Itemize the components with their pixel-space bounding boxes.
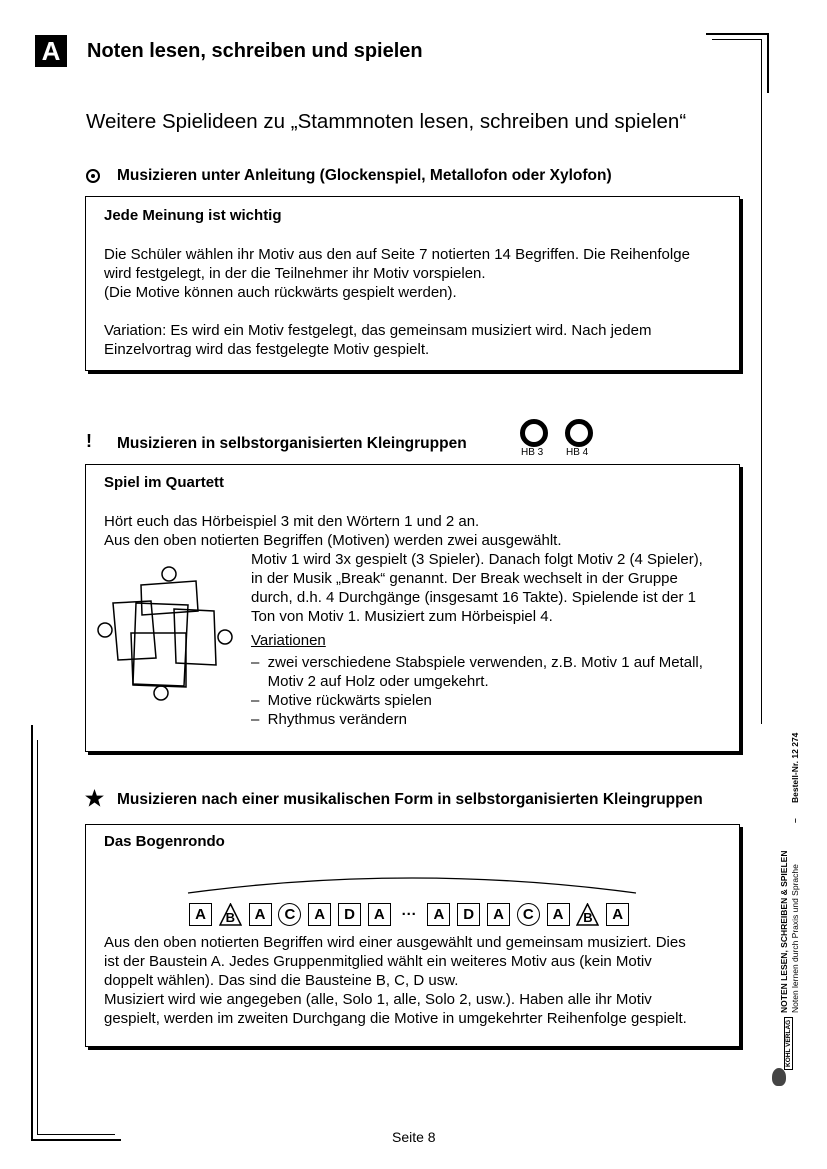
rondo-letter: A bbox=[254, 906, 266, 923]
audio-disc-icon bbox=[520, 419, 548, 447]
text-line: Motiv 1 wird 3x gespielt (3 Spieler). Danach folgt Motiv 2 (4 Spieler), bbox=[251, 551, 703, 568]
frame-top-right-v2 bbox=[761, 39, 762, 724]
rondo-block-square bbox=[547, 903, 570, 926]
audio-disc-icon bbox=[565, 419, 593, 447]
variation-item: Motiv 2 auf Holz oder umgekehrt. bbox=[251, 673, 489, 690]
rondo-letter: B bbox=[225, 910, 235, 925]
rondo-block-square bbox=[338, 903, 361, 926]
section3-heading: Musizieren nach einer musikalischen Form in selbstorganisierten Kleingruppen bbox=[117, 791, 703, 808]
text-line: Hört euch das Hörbeispiel 3 mit den Wörtern 1 und 2 an. bbox=[104, 513, 480, 530]
chapter-badge: A bbox=[35, 35, 67, 67]
tree-icon bbox=[772, 1068, 786, 1086]
rondo-sequence bbox=[189, 903, 637, 926]
rondo-block-square bbox=[189, 903, 212, 926]
rondo-block-circle bbox=[278, 903, 301, 926]
publisher-name: KOHL VERLAG bbox=[784, 1017, 793, 1070]
rondo-letter: A bbox=[373, 906, 385, 923]
audio-label-hb3: HB 3 bbox=[521, 447, 544, 458]
text-line: ist der Baustein A. Jedes Gruppenmitglied wählt ein weiteres Motiv aus (kein Motiv bbox=[104, 953, 652, 970]
audio-label-hb4: HB 4 bbox=[566, 447, 589, 458]
section2-box-title: Spiel im Quartett bbox=[104, 474, 225, 491]
frame-bottom-left-v1 bbox=[31, 725, 33, 1140]
sidebar-dash: – bbox=[790, 818, 800, 823]
text-line: Variation: Es wird ein Motiv festgelegt, das gemeinsam musiziert wird. Nach jedem bbox=[104, 322, 652, 339]
rondo-block-square bbox=[487, 903, 510, 926]
player-circle bbox=[218, 630, 232, 644]
variation-item: – Motive rückwärts spielen bbox=[251, 692, 432, 709]
frame-top-right-h2 bbox=[712, 39, 762, 40]
star-icon bbox=[85, 789, 104, 807]
section3-text bbox=[104, 933, 739, 1028]
frame-bottom-left-h2 bbox=[37, 1134, 115, 1135]
player-circle bbox=[154, 686, 168, 700]
text-line: Ton von Motiv 1. Musiziert zum Hörbeispiel 4. bbox=[251, 608, 553, 625]
section3-box-title: Das Bogenrondo bbox=[104, 833, 225, 850]
rondo-letter: C bbox=[284, 906, 296, 923]
rondo-block-square bbox=[457, 903, 480, 926]
rondo-letter: ··· bbox=[401, 906, 417, 923]
order-number: Bestell-Nr. 12 274 bbox=[790, 732, 800, 803]
frame-bottom-left-h1 bbox=[31, 1139, 121, 1141]
stage-rect-bottom bbox=[131, 633, 186, 687]
player-circle bbox=[98, 623, 112, 637]
text-line: Aus den oben notierten Begriffen wird einer ausgewählt und gemeinsam musiziert. Dies bbox=[104, 934, 686, 951]
text-line: Musiziert wird wie angegeben (alle, Solo 1, alle, Solo 2, usw.). Haben alle ihr Motiv bbox=[104, 991, 652, 1008]
target-circle-icon bbox=[86, 169, 100, 183]
rondo-arc bbox=[186, 867, 638, 897]
rondo-letter: C bbox=[522, 906, 534, 923]
frame-top-right-h1 bbox=[706, 33, 768, 35]
rondo-letter: A bbox=[552, 906, 564, 923]
text-line: durch, d.h. 4 Durchgänge (insgesamt 16 Takte). Spielende ist der 1 bbox=[251, 589, 696, 606]
section1-box-title: Jede Meinung ist wichtig bbox=[104, 207, 282, 224]
rondo-block-square bbox=[606, 903, 629, 926]
rondo-block-square bbox=[249, 903, 272, 926]
publisher-logo bbox=[772, 1018, 798, 1094]
section2-box bbox=[85, 464, 740, 752]
stage-rect-center bbox=[133, 603, 188, 686]
rondo-letter: A bbox=[314, 906, 326, 923]
page-number: Seite 8 bbox=[392, 1129, 436, 1145]
quartet-diagram bbox=[96, 563, 236, 708]
variation-item: – zwei verschiedene Stabspiele verwenden, z.B. Motiv 1 auf Metall, bbox=[251, 654, 703, 671]
text-line: Aus den oben notierten Begriffen (Motiven) werden zwei ausgewählt. bbox=[104, 532, 562, 549]
variation-item: – Rhythmus verändern bbox=[251, 711, 407, 728]
text-line: Einzelvortrag wird das festgelegte Motiv gespielt. bbox=[104, 341, 430, 358]
chapter-title: Noten lesen, schreiben und spielen bbox=[87, 40, 423, 62]
rondo-block-square bbox=[427, 903, 450, 926]
page-subtitle: Weitere Spielideen zu „Stammnoten lesen, schreiben und spielen“ bbox=[86, 110, 687, 133]
rondo-letter: A bbox=[612, 906, 624, 923]
text-line: Die Schüler wählen ihr Motiv aus den auf Seite 7 notierten 14 Begriffen. Die Reihenfolge bbox=[104, 246, 690, 263]
player-circle bbox=[162, 567, 176, 581]
text-line: in der Musik „Break“ genannt. Der Break wechselt in der Gruppe bbox=[251, 570, 678, 587]
rondo-block-circle bbox=[517, 903, 540, 926]
rondo-letter: A bbox=[493, 906, 504, 923]
section2-body bbox=[251, 550, 741, 729]
text-line: wird festgelegt, in der die Teilnehmer ihr Motiv vorspielen. bbox=[104, 265, 486, 282]
frame-bottom-left-v2 bbox=[37, 740, 38, 1134]
stage-rect-right bbox=[174, 609, 216, 665]
rondo-letter: D bbox=[463, 906, 475, 923]
rondo-block-triangle bbox=[576, 903, 599, 926]
rondo-ellipsis bbox=[398, 903, 421, 926]
section2-intro bbox=[104, 512, 734, 550]
rondo-letter: A bbox=[433, 906, 445, 923]
book-subtitle: Noten lernen durch Praxis und Sprache bbox=[790, 864, 800, 1013]
variations-title: Variationen bbox=[251, 632, 326, 649]
frame-top-right-v1 bbox=[767, 33, 769, 93]
rondo-block-square bbox=[308, 903, 331, 926]
section2-heading: Musizieren in selbstorganisierten Kleingruppen bbox=[117, 435, 467, 452]
rondo-block-square bbox=[368, 903, 391, 926]
text-line: (Die Motive können auch rückwärts gespielt werden). bbox=[104, 284, 457, 301]
section1-heading: Musizieren unter Anleitung (Glockenspiel, Metallofon oder Xylofon) bbox=[117, 167, 612, 184]
rondo-letter: A bbox=[195, 906, 206, 923]
rondo-letter: B bbox=[583, 910, 593, 925]
book-title: NOTEN LESEN, SCHREIBEN & SPIELEN bbox=[779, 850, 789, 1013]
text-line: gespielt, werden im zweiten Durchgang die Motive in umgekehrter Reihenfolge gespielt. bbox=[104, 1010, 687, 1027]
section1-text bbox=[104, 245, 739, 359]
section3-box bbox=[85, 824, 740, 1047]
exclamation-icon: ! bbox=[86, 431, 92, 451]
rondo-letter: D bbox=[344, 906, 355, 923]
rondo-block-triangle bbox=[219, 903, 242, 926]
text-line: doppelt wählen). Das sind die Bausteine B, C, D usw. bbox=[104, 972, 459, 989]
section1-box bbox=[85, 196, 740, 371]
